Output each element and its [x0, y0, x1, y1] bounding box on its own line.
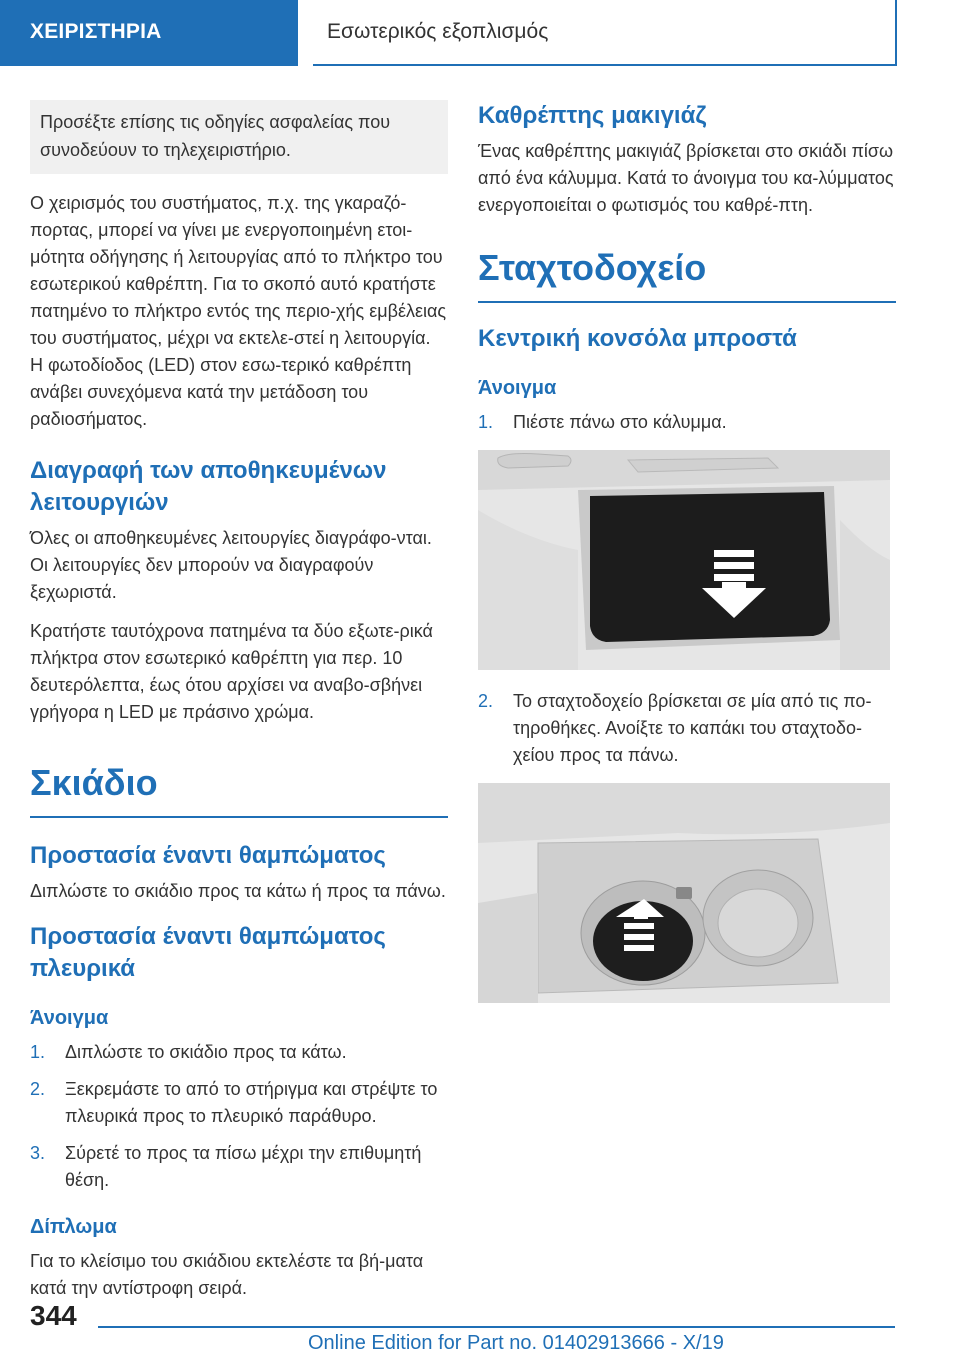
- open-heading-left: Άνοιγμα: [30, 1007, 109, 1029]
- press-cover-arrow-icon: [478, 450, 890, 670]
- delete-functions-text-1: Όλες οι αποθηκευμένες λειτουργίες διαγράφο-νται. Οι λειτουργίες δεν μπορούν να διαγραφούν ξεχωριστά.: [30, 528, 432, 602]
- section-title: Εσωτερικός εξοπλισμός: [327, 20, 549, 43]
- list-item: 3. Σύρετέ το προς τα πίσω μέχρι την επιθυμητή θέση.: [30, 1143, 422, 1190]
- right-column: [478, 100, 896, 1021]
- glare-protection-text: Διπλώστε το σκιάδιο προς τα κάτω ή προς τα πάνω.: [30, 881, 446, 901]
- delete-functions-heading: Διαγραφή των αποθηκευμένων λειτουργιών: [30, 457, 387, 516]
- ashtray-steps-1: [478, 409, 896, 436]
- chapter-tab: [0, 0, 298, 66]
- footer-divider: [98, 1326, 895, 1328]
- side-glare-heading: Προστασία έναντι θαμπώματος πλευρικά: [30, 923, 386, 982]
- section-header: [313, 0, 897, 66]
- edition-footer: Online Edition for Part no. 01402913666 - X/19: [308, 1332, 724, 1354]
- ashtray-lid-arrow-icon: [478, 783, 890, 1003]
- list-item: 1. Διπλώστε το σκιάδιο προς τα κάτω.: [30, 1042, 347, 1062]
- list-item: 2. Ξεκρεμάστε το από το στήριγμα και στρέψτε το πλευρικά προς το πλευρικό παράθυρο.: [30, 1079, 438, 1126]
- safety-note: Προσέξτε επίσης τις οδηγίες ασφαλείας που συνοδεύουν το τηλεχειριστήριο.: [30, 100, 448, 174]
- open-heading-right: Άνοιγμα: [478, 377, 557, 399]
- sun-visor-heading: Σκιάδιο: [30, 760, 448, 818]
- ashtray-heading: Σταχτοδοχείο: [478, 245, 896, 303]
- center-console-heading: Κεντρική κονσόλα μπροστά: [478, 325, 797, 352]
- console-cover-illustration: [478, 450, 890, 670]
- ashtray-steps-2: [478, 688, 896, 769]
- vanity-mirror-heading: Καθρέπτης μακιγιάζ: [478, 102, 707, 129]
- vanity-mirror-text: Ένας καθρέπτης μακιγιάζ βρίσκεται στο σκιάδι πίσω από ένα κάλυμμα. Κατά το άνοιγμα του κα-λύμματος ενεργοποιείται ο φωτισμός του καθρέ-πτη.: [478, 141, 894, 215]
- chapter-title: ΧΕΙΡΙΣΤΗΡΙΑ: [30, 20, 162, 43]
- left-column: [30, 100, 448, 1314]
- open-steps-list: [30, 1039, 448, 1194]
- ashtray-illustration: [478, 783, 890, 1003]
- page-number: 344: [30, 1300, 77, 1331]
- list-item: 1. Πιέστε πάνω στο κάλυμμα.: [478, 412, 727, 432]
- fold-text: Για το κλείσιμο του σκιάδιου εκτελέστε τα βή-ματα κατά την αντίστροφη σειρά.: [30, 1251, 424, 1298]
- remote-intro-text: Ο χειρισμός του συστήματος, π.χ. της γκαραζό-πορτας, μπορεί να γίνει με ενεργοποιημένη ετοι-μότητα οδήγησης ή λειτουργίας από το πλήκτρο του εσωτερικού καθρέπτη. Για το σκοπό αυτό κρατήστε πατημένο το πλήκτρο εντός της περιο-χής εμβέλειας του συστήματος, μέχρι να εκτελε-στεί η λειτουργία. Η φωτοδίοδος (LED) στον εσω-τερικό καθρέπτη ανάβει συνεχόμενα κατά την μετάδοση του ραδιοσήματος.: [30, 193, 447, 429]
- delete-functions-text-2: Κρατήστε ταυτόχρονα πατημένα τα δύο εξωτε-ρικά πλήκτρα στον εσωτερικό καθρέπτη για περ. 10 δευτερόλεπτα, έως ότου αρχίσει να αναβο-σβήνει γρήγορα η LED με πράσινο χρώμα.: [30, 621, 433, 722]
- fold-heading: Δίπλωμα: [30, 1216, 117, 1238]
- glare-protection-heading: Προστασία έναντι θαμπώματος: [30, 842, 386, 869]
- list-item: 2. Το σταχτοδοχείο βρίσκεται σε μία από τις πο-τηροθήκες. Ανοίξτε το καπάκι του σταχτοδο-χείου προς τα πάνω.: [478, 691, 872, 765]
